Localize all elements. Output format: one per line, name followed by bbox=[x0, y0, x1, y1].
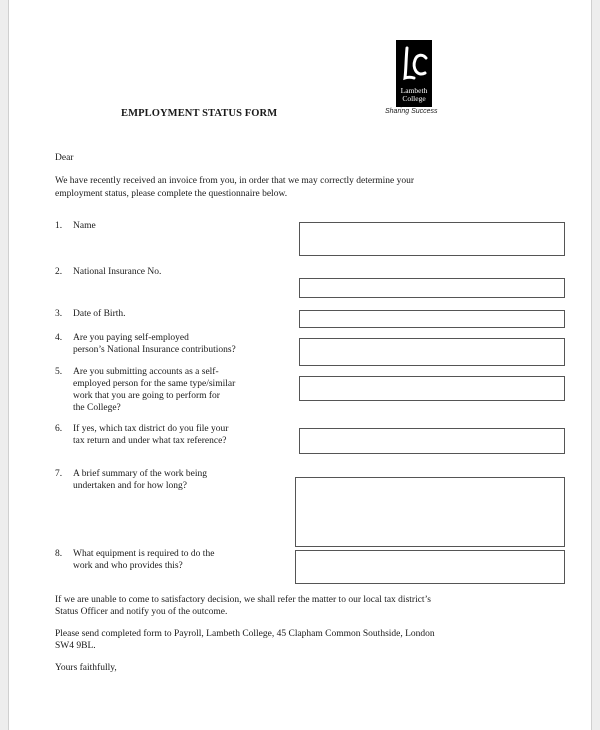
question-dob-label: Date of Birth. bbox=[73, 309, 126, 319]
form-page bbox=[8, 0, 592, 730]
accounts-field[interactable] bbox=[299, 376, 565, 401]
logo-line-2: College bbox=[402, 94, 426, 103]
ni-contributions-field[interactable] bbox=[299, 338, 565, 366]
date-of-birth-field[interactable] bbox=[299, 310, 565, 328]
closing-para2-line-1: Please send completed form to Payroll, Lambeth College, 45 Clapham Common Southside, London bbox=[55, 629, 435, 639]
tax-district-field[interactable] bbox=[299, 428, 565, 454]
logo-tagline: Sharing Success bbox=[385, 108, 438, 115]
question-equipment-line-1: What equipment is required to do the bbox=[73, 549, 215, 559]
question-number: 3. bbox=[55, 309, 63, 319]
name-field[interactable] bbox=[299, 222, 565, 256]
question-accounts-line-1: Are you submitting accounts as a self- bbox=[73, 367, 219, 377]
question-accounts-line-3: work that you are going to perform for bbox=[73, 391, 220, 401]
equipment-field[interactable] bbox=[295, 550, 565, 584]
closing-para1-line-2: Status Officer and notify you of the outcome. bbox=[55, 607, 228, 617]
question-number: 7. bbox=[55, 469, 63, 479]
question-equipment-line-2: work and who provides this? bbox=[73, 561, 183, 571]
question-ni-label: National Insurance No. bbox=[73, 267, 162, 277]
question-number: 1. bbox=[55, 221, 63, 231]
question-ni-contrib-line-2: person’s National Insurance contributions? bbox=[73, 345, 236, 355]
question-accounts-line-4: the College? bbox=[73, 403, 121, 413]
question-number: 4. bbox=[55, 333, 63, 343]
lc-monogram-icon bbox=[399, 44, 429, 86]
question-number: 8. bbox=[55, 549, 63, 559]
question-number: 5. bbox=[55, 367, 63, 377]
question-accounts-line-2: employed person for the same type/similar bbox=[73, 379, 236, 389]
ni-number-field[interactable] bbox=[299, 278, 565, 298]
question-ni-contrib-line-1: Are you paying self-employed bbox=[73, 333, 189, 343]
intro-line-1: We have recently received an invoice from you, in order that we may correctly determine your bbox=[55, 176, 415, 186]
intro-line-2: employment status, please complete the questionnaire below. bbox=[55, 189, 288, 199]
college-logo bbox=[396, 40, 432, 107]
question-number: 2. bbox=[55, 267, 63, 277]
closing-para1-line-1: If we are unable to come to satisfactory decision, we shall refer the matter to our local tax district’s bbox=[55, 595, 431, 605]
question-number: 6. bbox=[55, 424, 63, 434]
logo-line-1: Lambeth bbox=[400, 86, 428, 95]
salutation: Dear bbox=[55, 153, 74, 163]
question-tax-line-1: If yes, which tax district do you file your bbox=[73, 424, 229, 434]
question-summary-line-1: A brief summary of the work being bbox=[73, 469, 208, 479]
work-summary-field[interactable] bbox=[295, 477, 565, 547]
page-title: EMPLOYMENT STATUS FORM bbox=[121, 108, 278, 119]
closing-para2-line-2: SW4 9BL. bbox=[55, 641, 96, 651]
question-summary-line-2: undertaken and for how long? bbox=[73, 481, 187, 491]
question-name-label: Name bbox=[73, 221, 96, 231]
question-tax-line-2: tax return and under what tax reference? bbox=[73, 436, 227, 446]
sign-off: Yours faithfully, bbox=[55, 663, 117, 673]
